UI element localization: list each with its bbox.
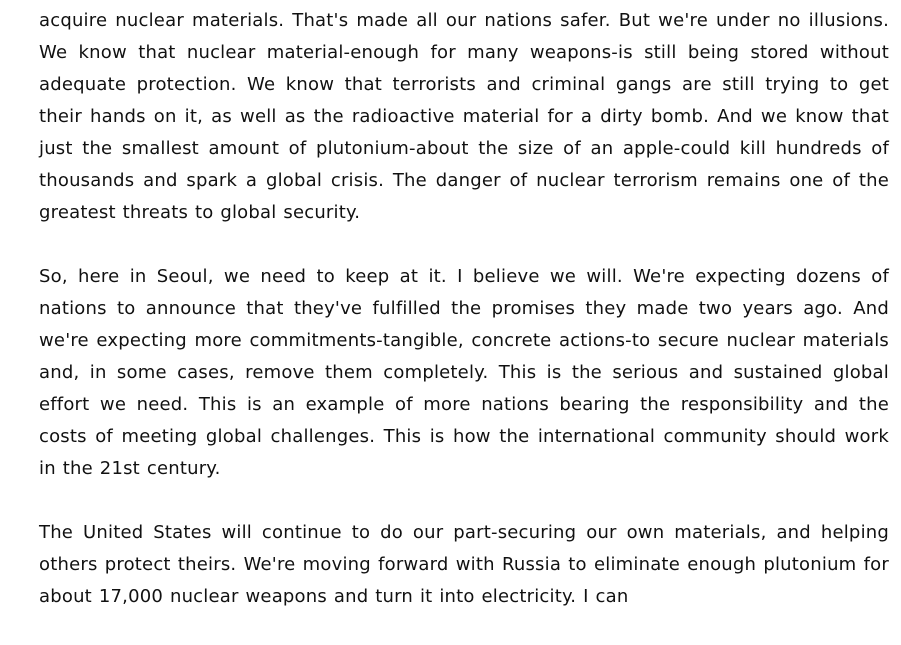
paragraph: So, here in Seoul, we need to keep at it. I believe we will. We're expecting dozens of nations to announce that they've fulfilled the promises they made two years ago. And we're expecting more commitments-tangible, concrete actions-to secure nuclear materials and, in some cases, remove them completely. This is the serious and sustained global effort we need. This is an example of more nations bearing the responsibility and the costs of meeting global challenges. This is how the international community should work in the 21st century. [39,266,889,479]
paragraph: acquire nuclear materials. That's made all our nations safer. But we're under no illusions. We know that nuclear material-enough for many weapons-is still being stored without adequate protection. We know that terrorists and criminal gangs are still trying to get their hands on it, as well as the radioactive material for a dirty bomb. And we know that just the smallest amount of plutonium-about the size of an apple-could kill hundreds of thousands and spark a global crisis. The danger of nuclear terrorism remains one of the greatest threats to global security. [39,10,889,223]
paragraph: The United States will continue to do our part-securing our own materials, and helping others protect theirs. We're moving forward with Russia to eliminate enough plutonium for about 17,000 nuclear weapons and turn it into electricity. I can [39,522,889,607]
document-body [39,5,889,645]
